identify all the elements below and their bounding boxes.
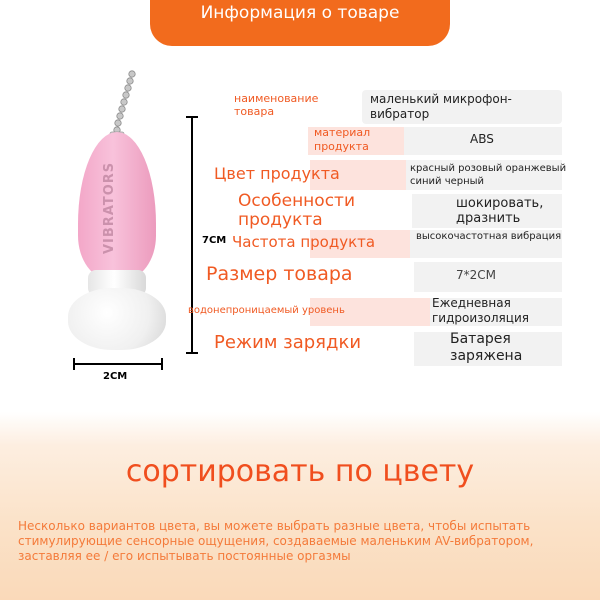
spec-waterproof-value: Ежедневная гидроизоляция bbox=[432, 296, 529, 325]
width-dimension-line bbox=[74, 363, 162, 365]
product-body-text: VIBRATORS bbox=[102, 161, 117, 254]
spec-charging-label: Режим зарядки bbox=[214, 332, 362, 353]
spec-features-value: шокировать, дразнить bbox=[456, 196, 544, 226]
spec-color-value: красный розовый оранжевый синий черный bbox=[410, 163, 567, 187]
height-dimension-line bbox=[191, 117, 193, 353]
spec-name-label: наименование товара bbox=[234, 92, 319, 118]
header-title: Информация о товаре bbox=[200, 3, 400, 23]
spec-size-label: Размер товара bbox=[206, 263, 353, 285]
height-dimension-cap-top bbox=[186, 116, 198, 118]
spec-waterproof-label: водонепроницаемый уровень bbox=[188, 305, 345, 316]
spec-color-label: Цвет продукта bbox=[214, 164, 340, 183]
bottom-title: сортировать по цвету bbox=[125, 454, 475, 489]
chain-icon bbox=[60, 70, 190, 140]
spec-size-value: 7*2CM bbox=[456, 268, 497, 282]
spec-features-label: Особенности продукта bbox=[238, 191, 355, 230]
height-dimension-label: 7CM bbox=[202, 235, 227, 246]
spec-material-label: материал продукта bbox=[314, 126, 371, 153]
spec-frequency-value: высокочастотная вибрация bbox=[416, 231, 562, 242]
spec-name-value: маленький микрофон-вибратор bbox=[370, 92, 512, 121]
width-dimension-cap-left bbox=[73, 358, 75, 370]
spec-charging-value: Батарея заряжена bbox=[450, 331, 523, 364]
product-image bbox=[60, 70, 190, 390]
height-dimension-cap-bottom bbox=[186, 352, 198, 354]
spec-material-value: ABS bbox=[470, 132, 494, 146]
bottom-panel bbox=[0, 412, 600, 600]
spec-frequency-label: Частота продукта bbox=[232, 233, 376, 251]
product-head bbox=[68, 288, 166, 350]
width-dimension-cap-right bbox=[161, 358, 163, 370]
width-dimension-label: 2CM bbox=[103, 371, 128, 382]
bottom-description: Несколько вариантов цвета, вы можете выбрать разные цвета, чтобы испытать стимулирующие сенсорные ощущения, создаваемые маленьким AV-вибратором, заставляя ее / его испытывать постоянные оргазмы bbox=[18, 519, 534, 563]
header-banner bbox=[150, 0, 450, 46]
